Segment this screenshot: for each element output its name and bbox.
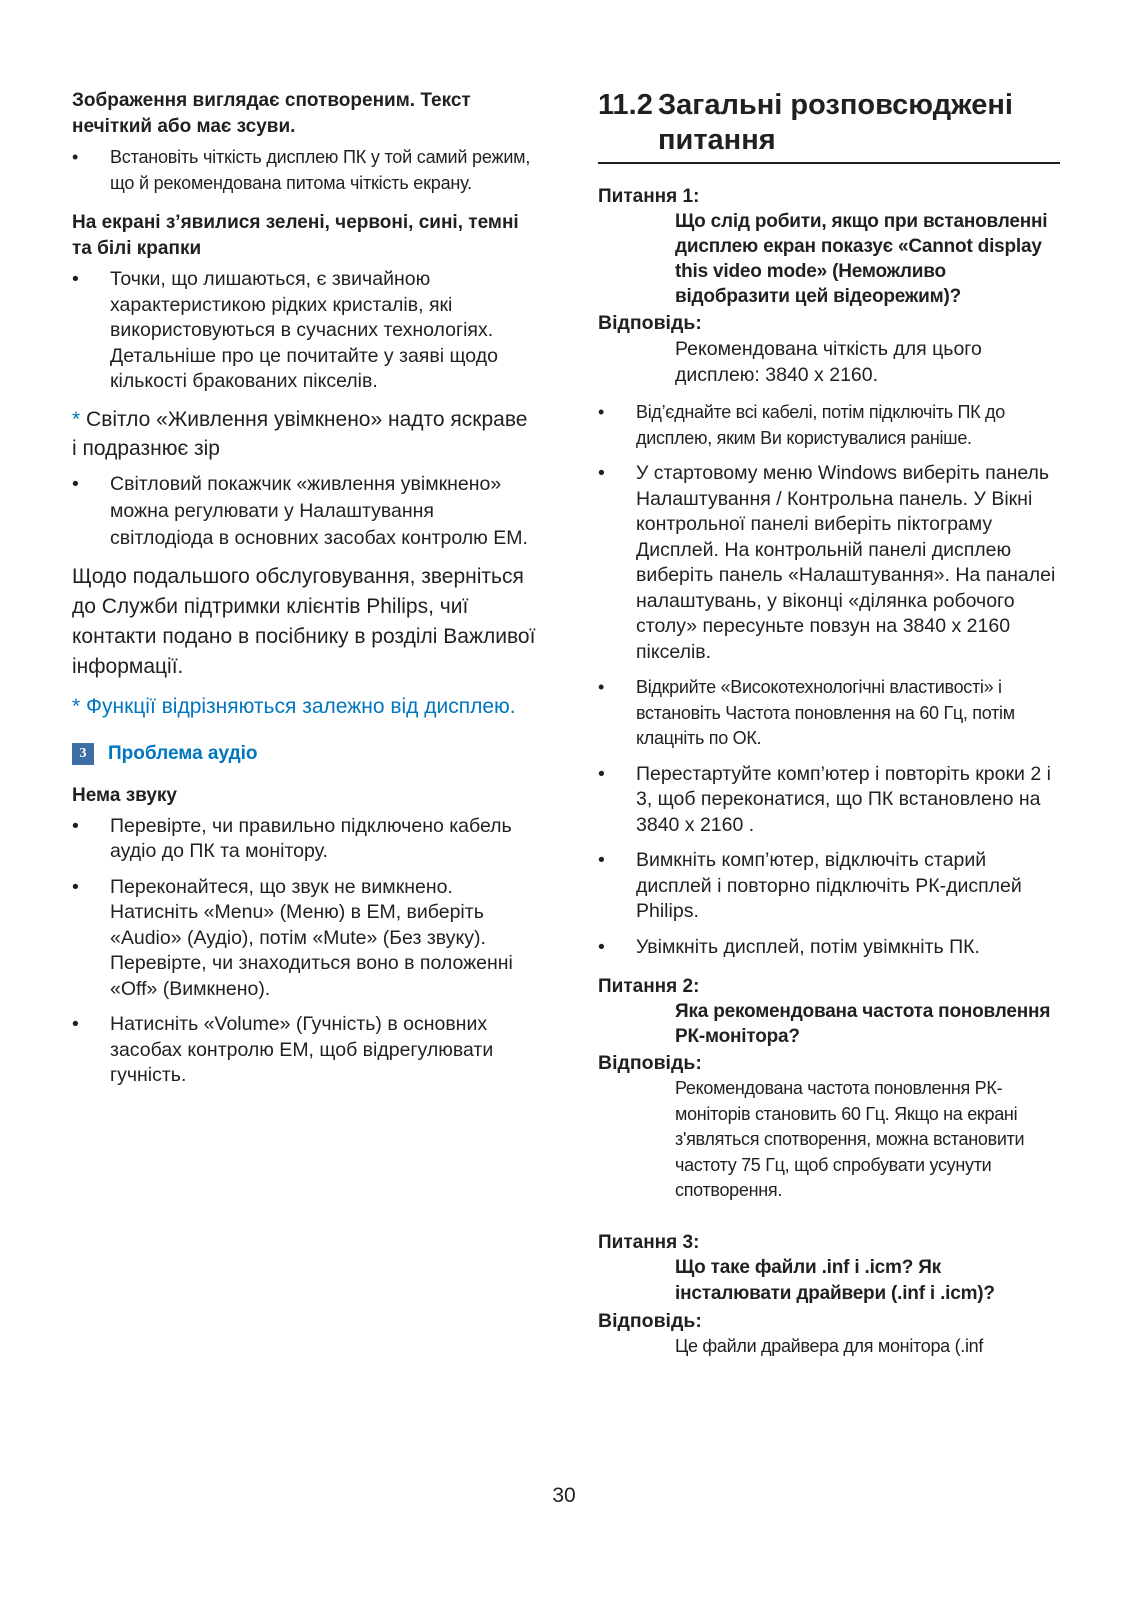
dots-heading: На екрані з’явилися зелені, червоні, сині, темні та білі крапки: [72, 212, 519, 259]
list-item: [598, 762, 1060, 839]
list-item: [598, 848, 1060, 925]
no-sound-list: [72, 814, 537, 1089]
list-item-text: Точки, що лишаються, є звичайною характеристикою рідких кристалів, які використовуються в сучасних технологіях. Детальніше про це почитайте у заяві щодо кількості бракованих пікселів.: [110, 268, 498, 392]
question-1-text: Що слід робити, якщо при встановленні дисплею екран показує «Cannot display this video mode» (Неможливо відобразити цей відеорежим)?: [675, 211, 1048, 307]
bullet: •: [598, 849, 605, 871]
no-sound-heading: Нема звуку: [72, 784, 177, 806]
audio-section-header: [72, 743, 537, 765]
list-item-text: Переконайтеся, що звук не вимкнено. Натисніть «Menu» (Меню) в ЕМ, виберіть «Audio» (Аудіо), потім «Mute» (Без звуку). Перевірте, чи знаходиться воно в положенні «Off» (Вимкнено).: [110, 875, 513, 1000]
list-item: [72, 267, 537, 395]
question-3-text: Що таке файли .inf і .icm? Як інсталювати драйвери (.inf і .icm)?: [675, 1256, 995, 1304]
bullet: •: [72, 1013, 79, 1035]
list-item-text: Натисніть «Volume» (Гучність) в основних засобах контролю ЕМ, щоб відрегулювати гучність.: [110, 1013, 494, 1086]
list-item: [598, 675, 1060, 752]
bullet: •: [72, 147, 79, 167]
answer-2-text: Рекомендована частота поновлення РК-моніторів становить 60 Гц. Якщо на екрані з'являться спотворення, можна встановити частоту 75 Гц, щоб спробувати усунути спотворення.: [675, 1078, 1025, 1200]
answer-1-label: Відповідь:: [598, 312, 702, 334]
dots-list: [72, 267, 537, 395]
bullet: •: [598, 462, 605, 484]
answer-1-steps: [598, 400, 1060, 960]
right-column: [598, 88, 1060, 1371]
distorted-image-list: [72, 145, 537, 196]
list-item: [72, 471, 537, 552]
answer-2-label: Відповідь:: [598, 1052, 702, 1074]
question-1-label: Питання 1:: [598, 186, 700, 207]
faq-title-number: 11.2: [598, 89, 653, 121]
feature-note: * Функції відрізняються залежно від дисплею.: [72, 694, 516, 718]
bullet: •: [598, 402, 605, 422]
list-item-text: Встановіть чіткість дисплею ПК у той самий режим, що й рекомендована питома чіткість екрану.: [110, 147, 531, 193]
faq-title-text: Загальні розповсюджені питання: [658, 89, 1013, 156]
list-item: [598, 935, 1060, 961]
list-item: [598, 461, 1060, 665]
bullet: •: [72, 814, 79, 837]
section-number-badge: 3: [72, 743, 94, 765]
list-item-text: Перевірте, чи правильно підключено кабель аудіо до ПК та монітору.: [110, 814, 512, 862]
answer-3-label: Відповідь:: [598, 1309, 702, 1332]
list-item: [72, 875, 537, 1003]
list-item-text: Перестартуйте комп’ютер і повторіть кроки 2 і 3, щоб переконатися, що ПК встановлено на 3840 x 2160 .: [636, 762, 1051, 836]
list-item: [72, 1012, 537, 1089]
question-2-text: Яка рекомендована частота поновлення РК-монітора?: [675, 1001, 1051, 1047]
list-item-text: Відкрийте «Високотехнологічні властивості» і встановіть Частота поновлення на 60 Гц, потім клацніть по ОК.: [636, 677, 1015, 748]
bullet: •: [598, 677, 605, 697]
bullet: •: [598, 935, 605, 958]
left-column: [72, 88, 537, 1099]
question-2-label: Питання 2:: [598, 976, 700, 997]
bullet: •: [72, 268, 79, 290]
bullet: •: [72, 875, 79, 898]
power-light-list: [72, 471, 537, 552]
faq-title: [598, 88, 1060, 158]
title-divider: [598, 162, 1060, 164]
answer-1-text: Рекомендована чіткість для цього дисплею: 3840 x 2160.: [675, 338, 982, 386]
section-title: Проблема аудіо: [108, 742, 258, 764]
list-item-text: Світловий покажчик «живлення увімкнено» можна регулювати у Налаштування світлодіода в основних засобах контролю ЕМ.: [110, 472, 528, 549]
distorted-image-heading: Зображення виглядає спотвореним. Текст нечіткий або має зсуви.: [72, 90, 471, 137]
question-3-label: Питання 3:: [598, 1231, 700, 1253]
list-item: [72, 145, 537, 196]
bullet: •: [598, 762, 605, 785]
power-light-heading: [72, 405, 537, 463]
list-item-text: У стартовому меню Windows виберіть панель Налаштування / Контрольна панель. У Вікні контрольної панелі виберіть піктограму Дисплей. На контрольній панелі дисплею виберіть панель «Налаштування». На паналеі налаштувань, у віконці «ділянка робочого столу» пересуньте повзун на 3840 x 2160 пікселів.: [636, 462, 1056, 663]
list-item-text: Увімкніть дисплей, потім увімкніть ПК.: [636, 935, 980, 958]
list-item: [72, 814, 537, 865]
list-item: [598, 400, 1060, 451]
page-number: 30: [552, 1484, 576, 1507]
list-item-text: Від’єднайте всі кабелі, потім підключіть ПК до дисплею, яким Ви користувалися раніше.: [636, 402, 1005, 448]
list-item-text: Вимкніть комп’ютер, відключіть старий дисплей і повторно підключіть РК-дисплей Philips.: [636, 849, 1022, 922]
asterisk: *: [72, 407, 81, 431]
support-paragraph: Щодо подальшого обслуговування, зверніться до Служби підтримки клієнтів Philips, чиї контакти подано в посібнику в розділі Важливої інформації.: [72, 564, 536, 678]
power-light-heading-text: Світло «Живлення увімкнено» надто яскраве і подразнює зір: [72, 407, 528, 460]
bullet: •: [72, 472, 79, 495]
answer-3-text: Це файли драйвера для монітора (.inf: [675, 1335, 984, 1356]
